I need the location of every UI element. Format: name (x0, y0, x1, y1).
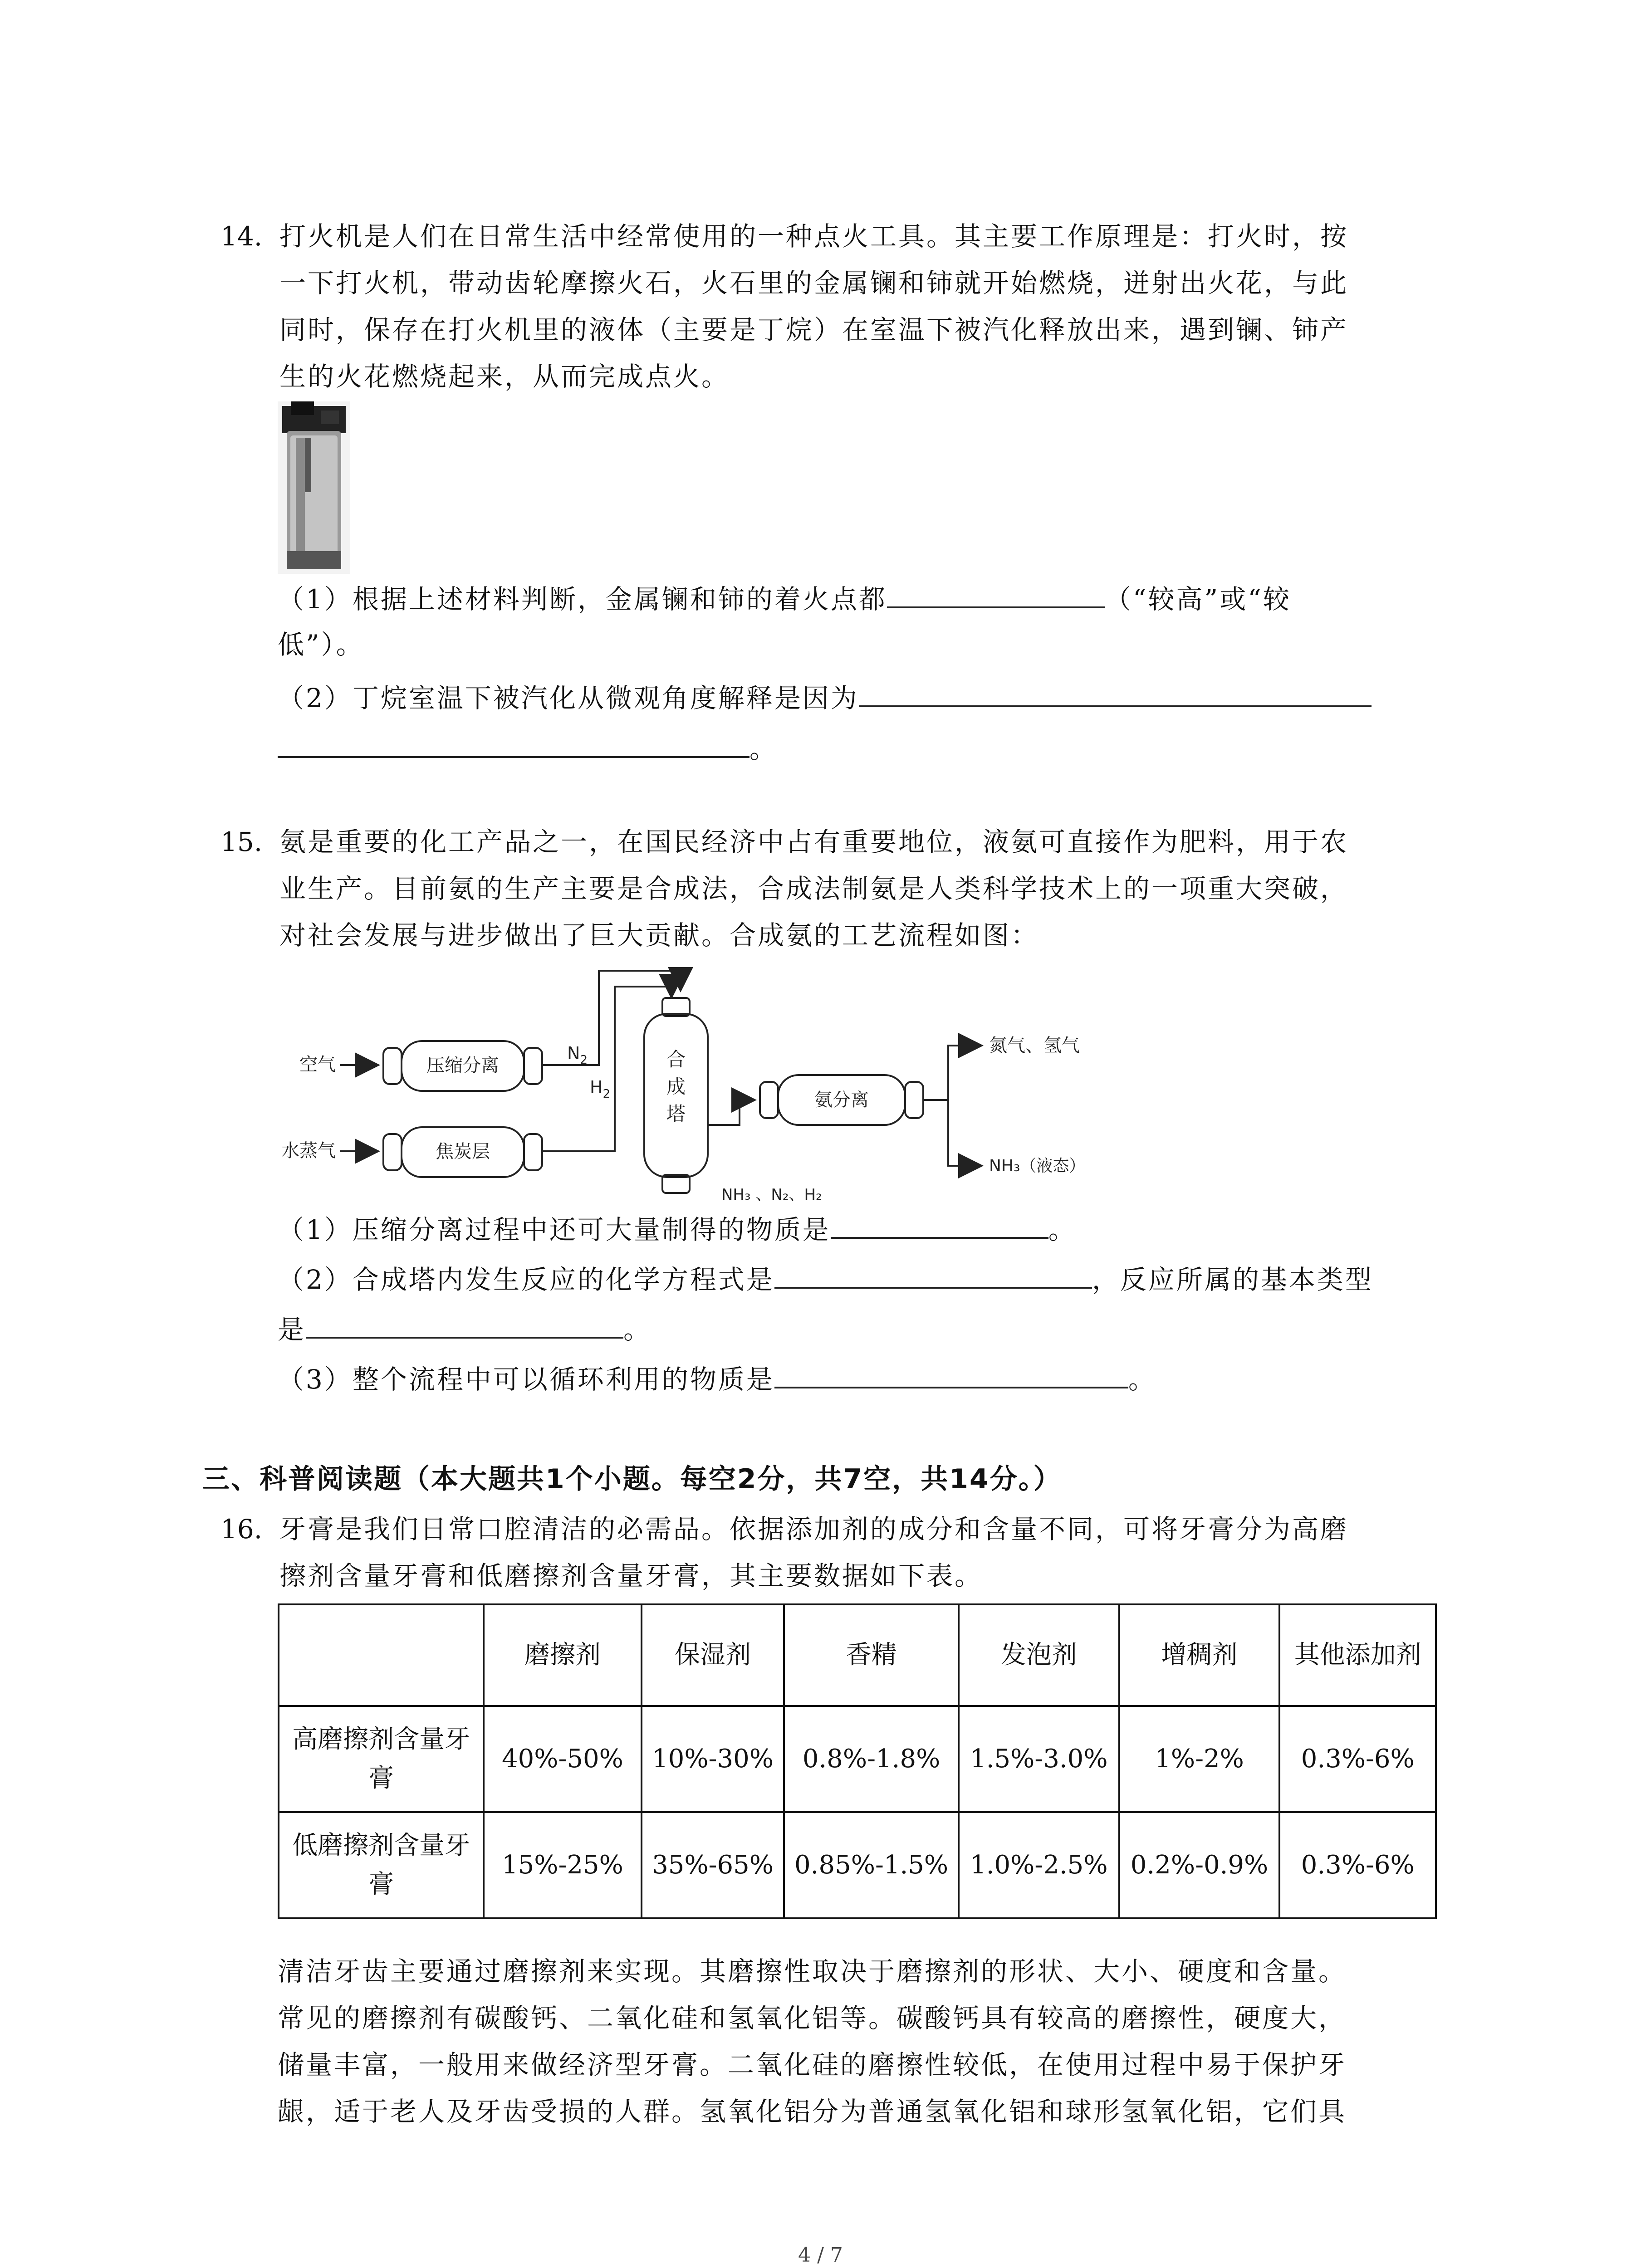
stem-line: 同时，保存在打火机里的液体（主要是丁烷）在室温下被汽化释放出来，遇到镧、铈产 (279, 314, 1349, 345)
ammonia-separator (760, 1075, 923, 1125)
table-cell: 1%-2% (1119, 1706, 1280, 1812)
question-15-part-2 (278, 1256, 1373, 1303)
table-cell: 0.2%-0.9% (1119, 1812, 1280, 1918)
part-text: （1）压缩分离过程中还可大量制得的物质是 (278, 1214, 831, 1245)
part-text: （1）根据上述材料判断，金属镧和铈的着火点都 (278, 584, 887, 615)
question-14-part-1-cont: 低”）。 (278, 629, 364, 660)
answer-blank[interactable] (774, 1260, 1092, 1289)
stem-line: 牙膏是我们日常口腔清洁的必需品。依据添加剂的成分和含量不同，可将牙膏分为高磨 (279, 1514, 1349, 1545)
question-14-part-2 (278, 675, 1372, 722)
answer-blank[interactable] (278, 729, 749, 758)
stem-line: 业生产。目前氨的生产主要是合成法，合成法制氨是人类科学技术上的一项重大突破， (279, 873, 1349, 904)
question-15-part-3 (278, 1356, 1156, 1403)
passage-line: 清洁牙齿主要通过磨擦剂来实现。其磨擦性取决于磨擦剂的形状、大小、硬度和含量。 (278, 1956, 1347, 1987)
table-cell: 1.5%-3.0% (959, 1706, 1119, 1812)
period: 。 (1128, 1364, 1156, 1395)
header-cell: 发泡剂 (959, 1604, 1119, 1706)
row-label-cell: 高磨擦剂含量牙膏 (279, 1706, 484, 1812)
header-cell: 增稠剂 (1119, 1604, 1280, 1706)
answer-blank[interactable] (859, 678, 1372, 707)
tower-char: 成 (666, 1075, 686, 1098)
compress-label: 压缩分离 (426, 1055, 499, 1076)
header-cell: 香精 (784, 1604, 959, 1706)
tower-char: 塔 (666, 1103, 686, 1125)
part-text: 是 (278, 1314, 306, 1345)
output-gas-label: 氮气、氢气 (989, 1035, 1080, 1056)
stem-line: 一下打火机，带动齿轮摩擦火石，火石里的金属镧和铈就开始燃烧，迸射出火花，与此 (279, 268, 1349, 298)
question-15-part-2-cont (278, 1306, 652, 1353)
table-cell: 0.85%-1.5% (784, 1812, 959, 1918)
table-header-row (279, 1604, 1436, 1706)
n2-label: $N_2$ (567, 1043, 588, 1067)
section-title: 三、科普阅读题（本大题共1个小题。每空2分，共7空，共14分。） (202, 1463, 1062, 1495)
period: 。 (749, 733, 778, 764)
period: 。 (623, 1314, 652, 1345)
stem-line: 氨是重要的化工产品之一，在国民经济中占有重要地位，液氨可直接作为肥料，用于农 (279, 826, 1349, 857)
coke-layer-vessel (383, 1127, 542, 1177)
table-cell: 35%-65% (642, 1812, 784, 1918)
stem-line: 生的火花燃烧起来，从而完成点火。 (279, 361, 730, 392)
header-cell: 磨擦剂 (484, 1604, 642, 1706)
table-cell: 0.3%-6% (1279, 1812, 1436, 1918)
coke-label: 焦炭层 (436, 1141, 490, 1162)
table-cell: 40%-50% (484, 1706, 642, 1812)
question-14 (220, 213, 1445, 400)
question-number: 15. (220, 826, 263, 857)
passage-line: 常见的磨擦剂有碳酸钙、二氧化硅和氢氧化铝等。碳酸钙具有较高的磨擦性，硬度大， (278, 2003, 1347, 2033)
period: 。 (1048, 1214, 1077, 1245)
answer-blank[interactable] (774, 1359, 1128, 1388)
tower-char: 合 (666, 1048, 686, 1070)
steam-label: 水蒸气 (281, 1140, 336, 1161)
compress-separate-vessel (383, 1041, 542, 1091)
ammonia-sep-label: 氨分离 (814, 1090, 869, 1110)
table-cell: 0.3%-6% (1279, 1706, 1436, 1812)
page-number: 4 / 7 (798, 2244, 843, 2267)
header-cell: 保湿剂 (642, 1604, 784, 1706)
stem-line: 打火机是人们在日常生活中经常使用的一种点火工具。其主要工作原理是：打火时，按 (279, 221, 1349, 252)
liquid-ammonia-label: NH₃（液态） (989, 1157, 1086, 1175)
question-16-passage (278, 1948, 1439, 2135)
table-cell: 10%-30% (642, 1706, 784, 1812)
table-cell: 15%-25% (484, 1812, 642, 1918)
question-stem (279, 1506, 1445, 1599)
header-cell (279, 1604, 484, 1706)
table-row (279, 1706, 1436, 1812)
air-label: 空气 (299, 1054, 336, 1075)
part-text: （“较高”或“较 (1104, 584, 1291, 615)
part-text: （2）合成塔内发生反应的化学方程式是 (278, 1264, 774, 1295)
h2-label: $H_2$ (590, 1077, 611, 1101)
answer-blank[interactable] (306, 1310, 623, 1339)
table-row (279, 1812, 1436, 1918)
lighter-image (278, 401, 350, 574)
question-stem (279, 213, 1445, 400)
answer-blank[interactable] (831, 1210, 1048, 1239)
passage-text (278, 1948, 1439, 2135)
question-15-part-1 (278, 1207, 1077, 1253)
question-number: 14. (220, 221, 263, 252)
header-cell: 其他添加剂 (1279, 1604, 1436, 1706)
question-14-part-1 (278, 576, 1291, 623)
question-14-part-2-cont (278, 726, 778, 772)
mixture-label: NH₃ 、N₂、H₂ (721, 1186, 822, 1204)
ammonia-process-diagram (272, 962, 1134, 1207)
part-text: （2）丁烷室温下被汽化从微观角度解释是因为 (278, 683, 859, 714)
stem-line: 擦剂含量牙膏和低磨擦剂含量牙膏，其主要数据如下表。 (279, 1560, 983, 1591)
row-label-cell: 低磨擦剂含量牙膏 (279, 1812, 484, 1918)
table-cell: 0.8%-1.8% (784, 1706, 959, 1812)
table-cell: 1.0%-2.5% (959, 1812, 1119, 1918)
part-text: （3）整个流程中可以循环利用的物质是 (278, 1364, 774, 1395)
question-stem (279, 819, 1445, 959)
part-text: ，反应所属的基本类型 (1092, 1264, 1373, 1295)
toothpaste-table (278, 1603, 1437, 1919)
question-16 (220, 1506, 1445, 1599)
passage-line: 储量丰富，一般用来做经济型牙膏。二氧化硅的磨擦性较低，在使用过程中易于保护牙 (278, 2049, 1347, 2080)
synthesis-tower (644, 998, 708, 1193)
stem-line: 对社会发展与进步做出了巨大贡献。合成氨的工艺流程如图： (279, 920, 1039, 951)
passage-line: 龈，适于老人及牙齿受损的人群。氢氧化铝分为普通氢氧化铝和球形氢氧化铝，它们具 (278, 2096, 1347, 2127)
question-15 (220, 819, 1445, 959)
question-number: 16. (220, 1514, 263, 1545)
answer-blank[interactable] (887, 579, 1105, 608)
